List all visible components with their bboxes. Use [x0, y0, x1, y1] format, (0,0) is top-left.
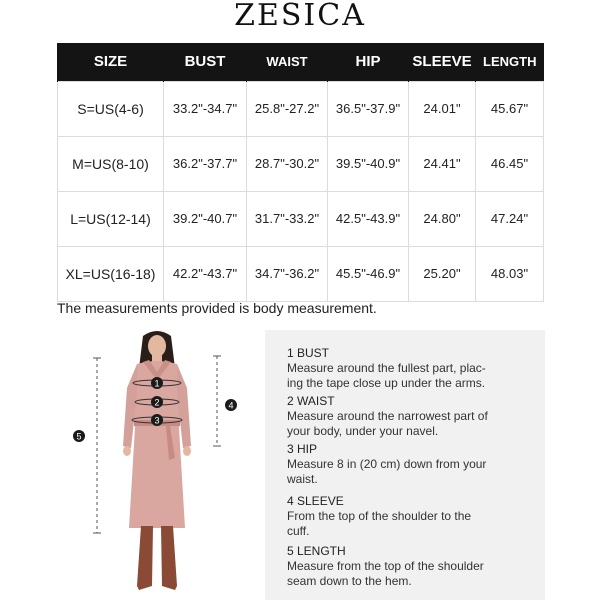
svg-text:4: 4 — [228, 400, 234, 411]
guide-desc: Measure from the top of the shoulder — [287, 559, 484, 573]
cell-hip: 39.5"-40.9" — [328, 136, 409, 191]
marker-bust — [151, 377, 163, 389]
measurement-note: The measurements provided is body measurement. — [57, 300, 377, 316]
cell-sleeve: 25.20" — [409, 246, 476, 301]
table-row — [58, 81, 544, 136]
guide-desc: ing the tape close up under the arms. — [287, 376, 486, 390]
svg-text:5: 5 — [76, 431, 82, 442]
cell-size: M=US(8-10) — [58, 136, 164, 191]
guide-title: 4 SLEEVE — [287, 494, 344, 508]
guide-desc: Measure around the narrowest part of — [287, 409, 488, 423]
cell-sleeve: 24.01" — [409, 81, 476, 136]
cell-hip: 42.5"-43.9" — [328, 191, 409, 246]
marker-waist — [151, 396, 163, 408]
guide-item-sleeve — [287, 494, 537, 539]
cell-hip: 45.5"-46.9" — [328, 246, 409, 301]
cell-bust: 39.2"-40.7" — [164, 191, 247, 246]
guide-desc: From the top of the shoulder to the — [287, 509, 472, 523]
model-illustration — [57, 328, 257, 600]
marker-sleeve — [225, 399, 237, 411]
cell-waist: 31.7"-33.2" — [247, 191, 328, 246]
svg-text:1: 1 — [154, 378, 160, 389]
cell-bust: 42.2"-43.7" — [164, 246, 247, 301]
cell-bust: 36.2"-37.7" — [164, 136, 247, 191]
cell-sleeve: 24.80" — [409, 191, 476, 246]
guide-desc: seam down to the hem. — [287, 574, 412, 588]
guide-desc: waist. — [287, 472, 318, 486]
guide-desc: cuff. — [287, 524, 310, 538]
header-waist: WAIST — [247, 43, 328, 81]
cell-bust: 33.2"-34.7" — [164, 81, 247, 136]
header-hip: HIP — [328, 43, 409, 81]
table-row — [58, 136, 544, 191]
header-bust: BUST — [164, 43, 247, 81]
measurement-guide — [265, 330, 545, 600]
cell-size: L=US(12-14) — [58, 191, 164, 246]
marker-length — [73, 430, 85, 442]
cell-length: 45.67" — [476, 81, 544, 136]
cell-hip: 36.5"-37.9" — [328, 81, 409, 136]
marker-hip — [151, 414, 163, 426]
brand-logo: ZESICA — [234, 0, 366, 33]
guide-title: 3 HIP — [287, 442, 318, 456]
size-chart-table — [57, 43, 544, 302]
model-figure — [57, 328, 257, 600]
header-length: LENGTH — [476, 43, 544, 81]
cell-sleeve: 24.41" — [409, 136, 476, 191]
cell-size: S=US(4-6) — [58, 81, 164, 136]
guide-title: 1 BUST — [287, 346, 330, 360]
guide-desc: Measure around the fullest part, plac- — [287, 361, 486, 375]
cell-length: 47.24" — [476, 191, 544, 246]
svg-text:3: 3 — [154, 415, 160, 426]
guide-item-bust — [287, 346, 537, 391]
guide-desc: your body, under your navel. — [287, 424, 439, 438]
guide-item-length — [287, 544, 537, 589]
guide-item-waist — [287, 394, 537, 439]
guide-item-hip — [287, 442, 537, 487]
guide-desc: Measure 8 in (20 cm) down from your — [287, 457, 487, 471]
guide-title: 5 LENGTH — [287, 544, 346, 558]
svg-text:2: 2 — [154, 397, 160, 408]
table-row — [58, 246, 544, 301]
header-size: SIZE — [58, 43, 164, 81]
cell-waist: 28.7"-30.2" — [247, 136, 328, 191]
cell-waist: 34.7"-36.2" — [247, 246, 328, 301]
cell-size: XL=US(16-18) — [58, 246, 164, 301]
cell-length: 46.45" — [476, 136, 544, 191]
cell-waist: 25.8"-27.2" — [247, 81, 328, 136]
cell-length: 48.03" — [476, 246, 544, 301]
table-header-row — [58, 43, 544, 81]
guide-title: 2 WAIST — [287, 394, 335, 408]
table-row — [58, 191, 544, 246]
header-sleeve: SLEEVE — [409, 43, 476, 81]
